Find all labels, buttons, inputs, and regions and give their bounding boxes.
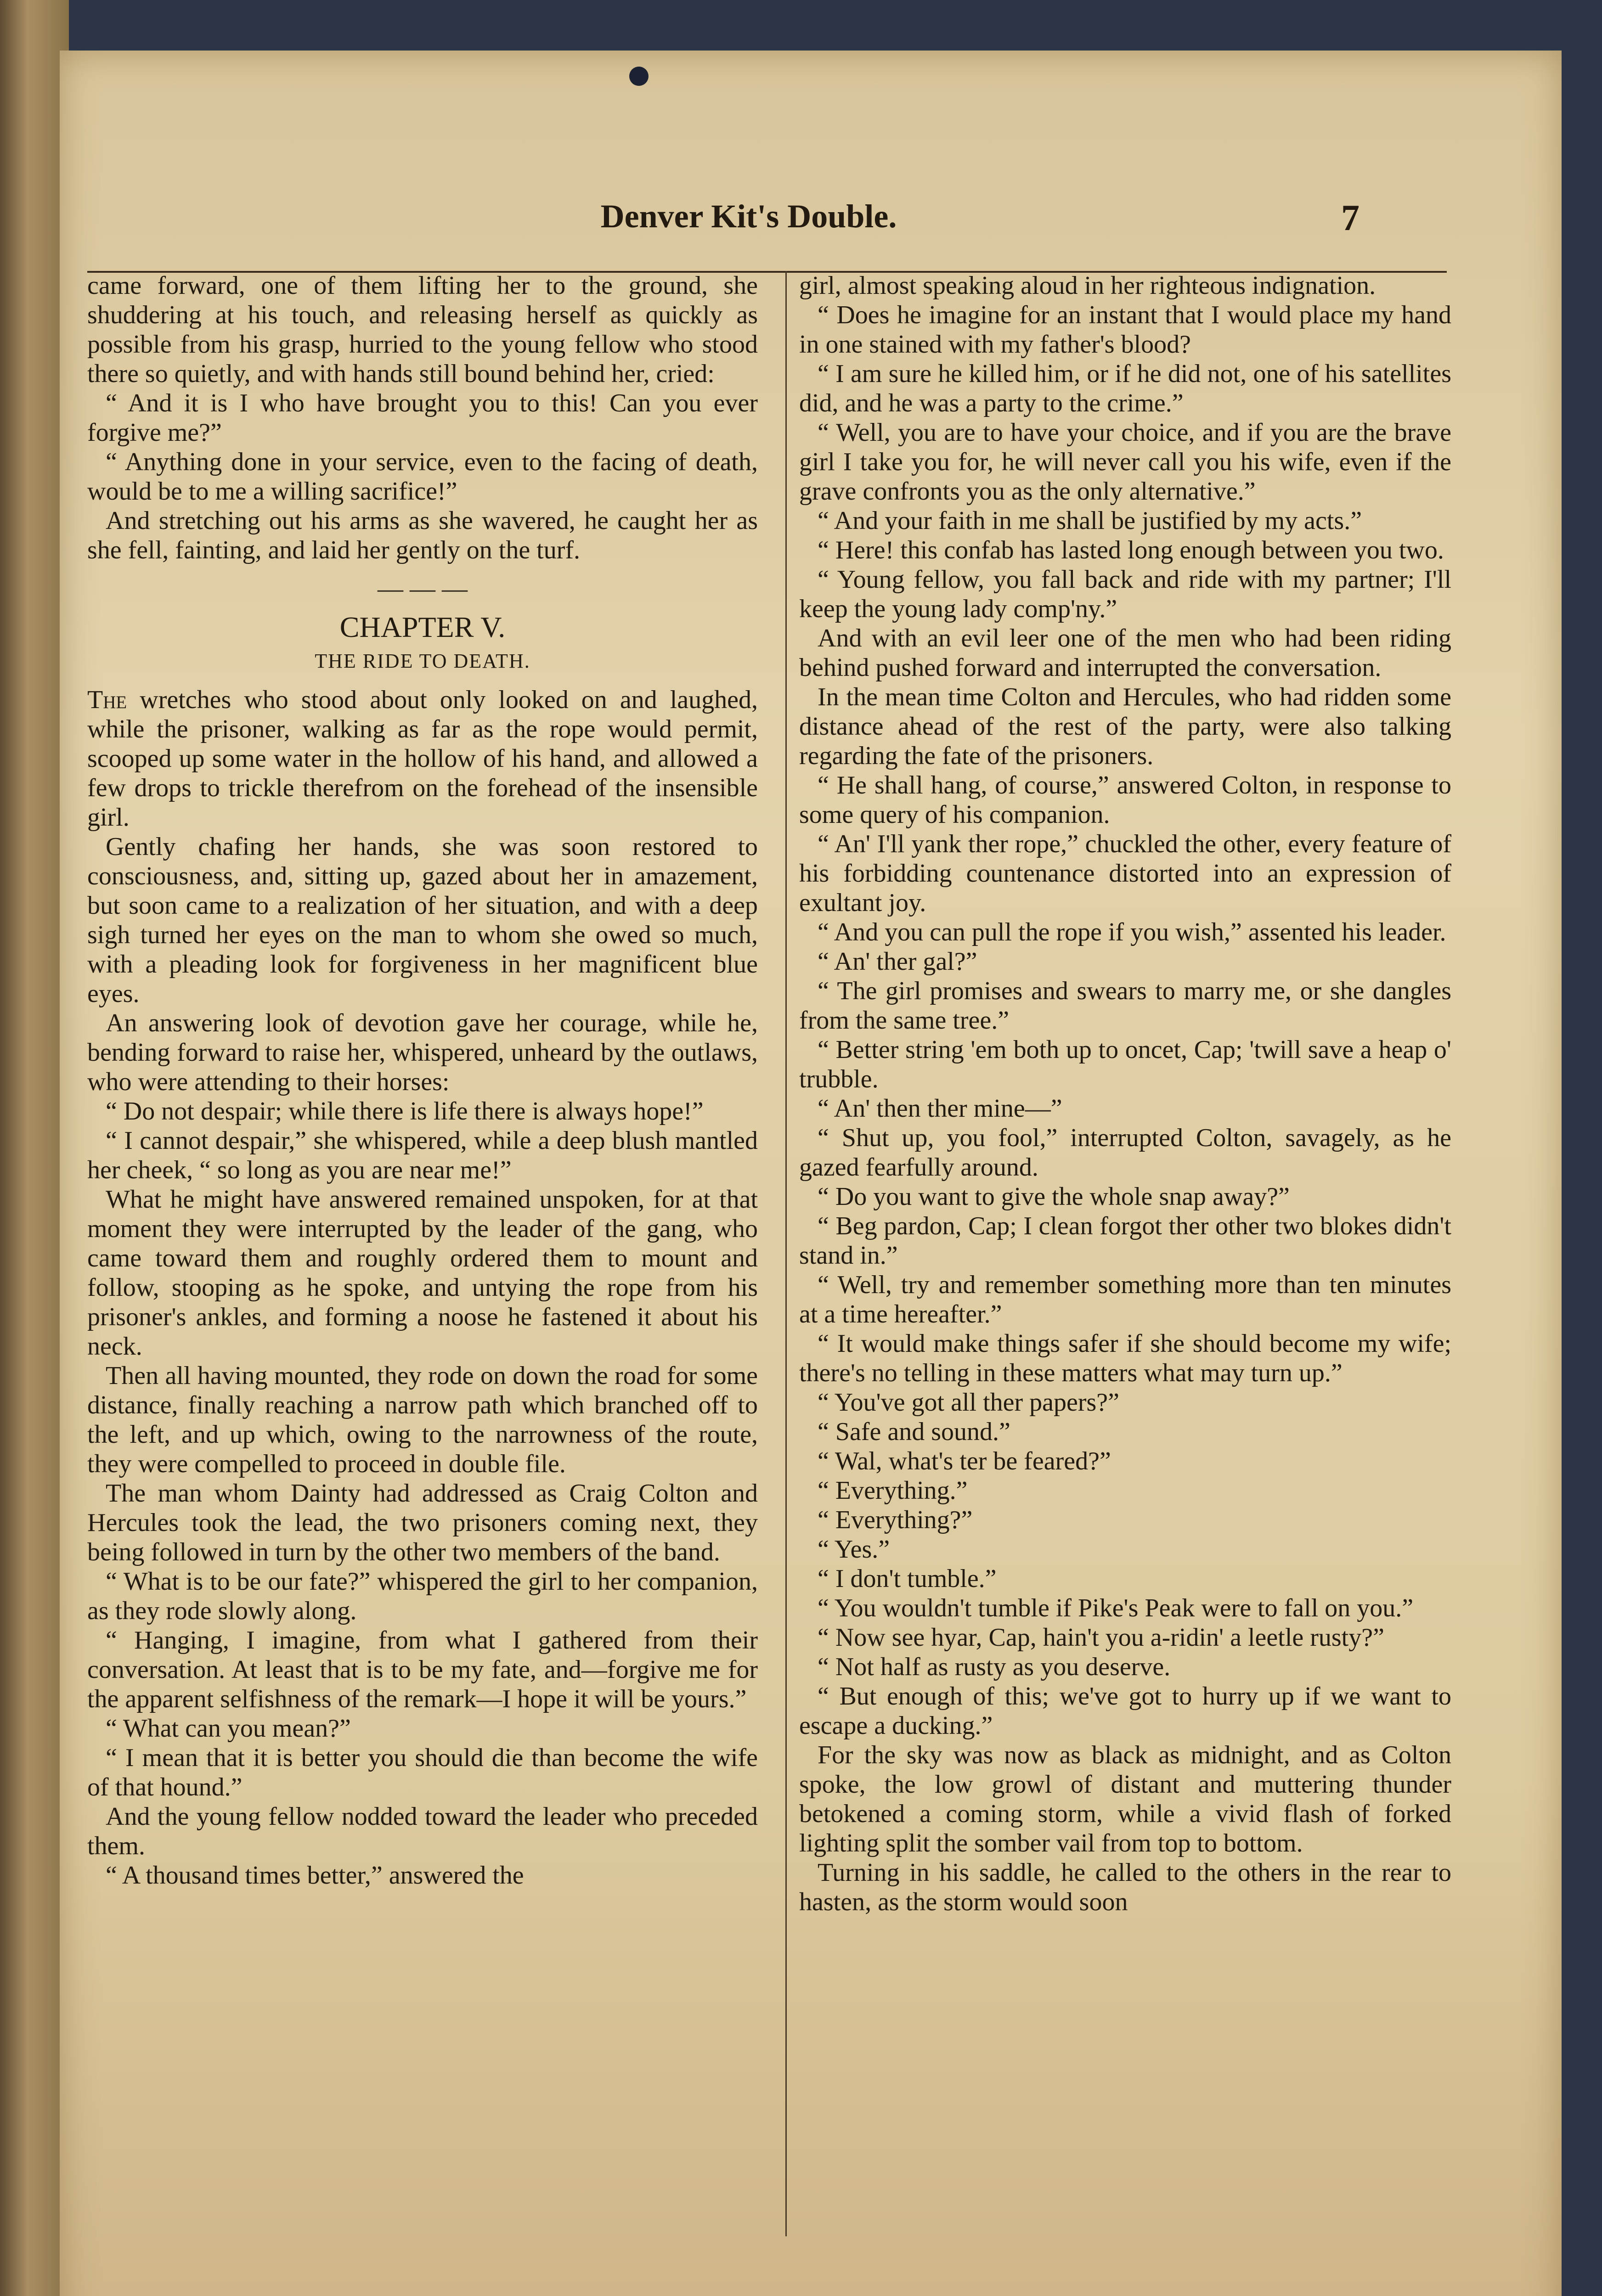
chapter-first-text: wretches who stood about only looked on and laughed, while the prisoner, walking as far as the rope would permit, scooped up some water in the hollow of his hand, and allowed a few drops to trickle therefrom on the forehead of the insensible girl. [87,686,758,832]
paragraph: “ Anything done in your service, even to the facing of death, would be to me a willing sacrifice!” [87,448,758,506]
paragraph: “ Better string 'em both up to oncet, Cap; 'twill save a heap o' trubble. [799,1035,1451,1093]
paragraph: An answering look of devotion gave her courage, while he, bending forward to raise her, whispered, unheard by the outlaws, who were attending to their horses: [87,1009,758,1096]
paragraph: “ Not half as rusty as you deserve. [818,1653,1171,1681]
paragraph: “ Everything?” [818,1506,973,1534]
paragraph: “ Do you want to give the whole snap away?” [818,1182,1290,1211]
paragraph: “ Beg pardon, Cap; I clean forgot ther other two blokes didn't stand in.” [799,1212,1451,1270]
chapter-title: CHAPTER V. [339,611,506,643]
paragraph: “ You've got all ther papers?” [818,1388,1120,1417]
paragraph: In the mean time Colton and Hercules, who had ridden some distance ahead of the rest of the party, were also talking regarding the fate of the prisoners. [799,683,1451,770]
paragraph: “ Well, you are to have your choice, and if you are the brave girl I take you for, he will never call you his wife, even if the grave confronts you as the only alternative.” [799,418,1451,506]
paragraph: Turning in his saddle, he called to the others in the rear to hasten, as the storm would soon [799,1858,1451,1916]
paragraph: And with an evil leer one of the men who had been riding behind pushed forward and interrupted the conversation. [799,624,1451,682]
paragraph: The man whom Dainty had addressed as Craig Colton and Hercules took the lead, the two prisoners coming next, they being followed in turn by the other two members of the band. [87,1479,758,1566]
paragraph: “ Yes.” [818,1535,890,1564]
chapter-first-paragraph [87,685,758,832]
paragraph: “ What is to be our fate?” whispered the girl to her companion, as they rode slowly along. [87,1567,758,1625]
book-cover-edge [0,0,69,2296]
book-page [60,51,1562,2296]
paragraph: “ I mean that it is better you should die than become the wife of that hound.” [87,1744,758,1801]
paragraph: Gently chafing her hands, she was soon restored to consciousness, and, sitting up, gazed about her in amazement, but soon came to a realization of her situation, and with a deep sigh turned her eyes on the man to whom she owed so much, with a pleading look for forgiveness in her magnificent blue eyes. [87,833,758,1008]
paragraph: came forward, one of them lifting her to the ground, she shuddering at his touch, and releasing herself as quickly as possible from his grasp, hurried to the young fellow who stood there so quietly, and with hands still bound behind her, cried: [87,271,758,388]
paragraph: “ A thousand times better,” answered the [106,1861,524,1890]
paragraph: “ I don't tumble.” [818,1564,997,1593]
paragraph: What he might have answered remained unspoken, for at that moment they were interrupted by the leader of the gang, who came toward them and roughly ordered them to mount and follow, stooping as he spoke, and untying the rope from his prisoner's ankles, and forming a noose he fastened it about his neck. [87,1185,758,1361]
paragraph: “ Here! this confab has lasted long enough between you two. [818,536,1444,564]
paragraph: “ And you can pull the rope if you wish,” assented his leader. [818,918,1446,946]
paragraph: “ Do not despair; while there is life there is always hope!” [106,1097,704,1125]
paragraph: “ But enough of this; we've got to hurry up if we want to escape a ducking.” [799,1682,1451,1740]
paragraph: “ And it is I who have brought you to this! Can you ever forgive me?” [87,389,758,447]
paragraph: “ Does he imagine for an instant that I would place my hand in one stained with my father's blood? [799,301,1451,359]
paragraph: “ Hanging, I imagine, from what I gathered from their conversation. At least that is to be my fate, and—forgive me for the apparent selfishness of the remark—I hope it will be yours.” [87,1626,758,1713]
paragraph: For the sky was now as black as midnight, and as Colton spoke, the low growl of distant and muttering thunder betokened a coming storm, while a vivid flash of forked lighting split the somber vail from top to bottom. [799,1741,1451,1857]
paragraph: “ An' ther gal?” [818,947,977,976]
paragraph: “ An' then ther mine—” [818,1094,1062,1123]
paragraph: “ I cannot despair,” she whispered, while a deep blush mantled her cheek, “ so long as you are near me!” [87,1126,758,1184]
paragraph: “ You wouldn't tumble if Pike's Peak were to fall on you.” [818,1594,1414,1622]
paragraph: girl, almost speaking aloud in her righteous indignation. [799,271,1376,300]
paragraph: “ The girl promises and swears to marry me, or she dangles from the same tree.” [799,977,1451,1035]
page-header [60,197,1562,280]
right-column [799,271,1451,2291]
paragraph: And stretching out his arms as she wavered, he caught her as she fell, fainting, and laid her gently on the turf. [87,506,758,564]
paragraph: Then all having mounted, they rode on down the road for some distance, finally reaching a narrow path which branched off to the left, and up which, owing to the narrowness of the route, they were compelled to proceed in double file. [87,1362,758,1478]
paragraph: “ It would make things safer if she should become my wife; there's no telling in these matters what may turn up.” [799,1329,1451,1387]
paragraph: “ Well, try and remember something more than ten minutes at a time hereafter.” [799,1271,1451,1328]
chapter-subtitle: THE RIDE TO DEATH. [315,650,530,672]
paragraph: “ Now see hyar, Cap, hain't you a-ridin' a leetle rusty?” [818,1623,1384,1652]
paragraph: “ An' I'll yank ther rope,” chuckled the other, every feature of his forbidding countenance distorted into an expression of exultant joy. [799,830,1451,917]
paragraph: And the young fellow nodded toward the leader who preceded them. [87,1802,758,1860]
page-number: 7 [1341,198,1359,238]
chapter-lead-word: The [87,686,127,714]
paragraph: “ Shut up, you fool,” interrupted Colton, savagely, as he gazed fearfully around. [799,1124,1451,1182]
paragraph: “ And your faith in me shall be justified by my acts.” [818,506,1362,535]
column-divider [785,271,787,2236]
running-title: Denver Kit's Double. [600,198,897,235]
section-separator: — — — [378,574,468,603]
paragraph: “ Wal, what's ter be feared?” [818,1447,1111,1475]
paragraph: “ Everything.” [818,1476,968,1505]
paragraph: “ I am sure he killed him, or if he did not, one of his satellites did, and he was a party to the crime.” [799,360,1451,417]
paragraph: “ What can you mean?” [106,1714,351,1743]
paragraph: “ Young fellow, you fall back and ride with my partner; I'll keep the young lady comp'ny.” [799,565,1451,623]
paragraph: “ Safe and sound.” [818,1418,1010,1446]
left-column [87,271,758,2291]
paragraph: “ He shall hang, of course,” answered Colton, in response to some query of his companion. [799,771,1451,829]
binding-hole [629,67,649,86]
